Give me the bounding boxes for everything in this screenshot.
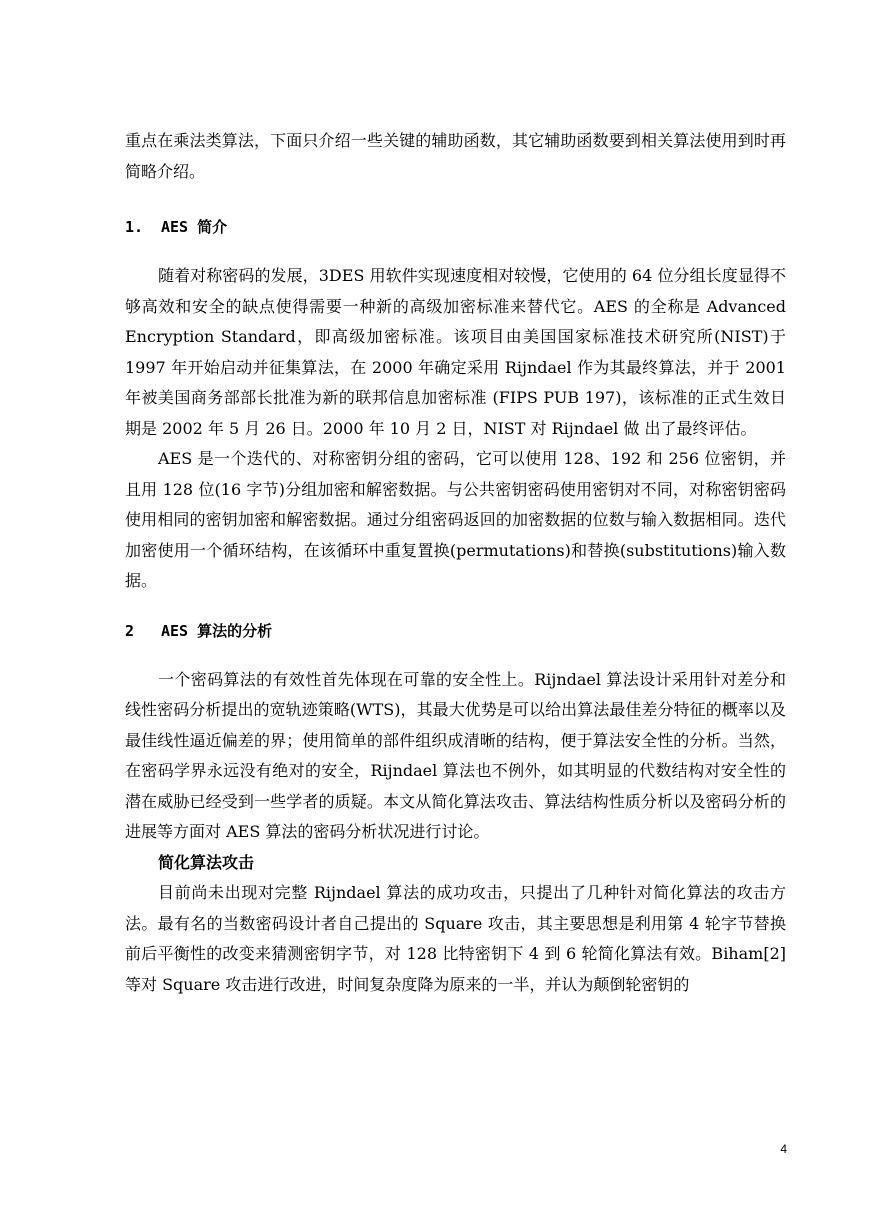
subsection-paragraph: 目前尚未出现对完整 Rijndael 算法的成功攻击，只提出了几种针对简化算法的攻击方法。最有名的当数密码设计者自己提出的 Square 攻击，其主要思想是利用第 4 轮字节替换前后平衡性的改变来猜测密钥字节，对 128 比特密钥下 4 到 6 轮简化算法有效。Biham[2]等对 Square 攻击进行改进，时间复杂度降为原来的一半，并认为颠倒轮密钥的: [125, 883, 786, 994]
section-1-number: 1.: [125, 218, 144, 236]
section-2-number: 2: [125, 621, 135, 640]
section-1-title: AES 简介: [161, 218, 228, 236]
page-number: 4: [780, 1142, 787, 1156]
intro-paragraph: 重点在乘法类算法，下面只介绍一些关键的辅助函数，其它辅助函数要到相关算法使用到时再简略介绍。: [125, 131, 786, 181]
section-2-heading: [125, 616, 786, 646]
section-1-paragraph-1: 随着对称密码的发展，3DES 用软件实现速度相对较慢，它使用的 64 位分组长度显得不够高效和安全的缺点使得需要一种新的高级加密标准来替代它。AES 的全称是 Advanced Encryption Standard，即高级加密标准。该项目由美国国家标准技术研究所(NIST)于 1997 年开始启动并征集算法，在 2000 年确定采用 Rijndael 作为其最终算法，并于 2001 年被美国商务部部长批准为新的联邦信息加密标准 (FIPS PUB 197)，该标准的正式生效日期是 2002 年 5 月 26 日。2000 年 10 月 2 日，NIST 对 Rijndael 做 出了最终评估。: [125, 266, 786, 438]
section-2-title: AES 算法的分析: [161, 621, 273, 640]
section-1-paragraph-2: AES 是一个迭代的、对称密钥分组的密码，它可以使用 128、192 和 256 位密钥，并且用 128 位(16 字节)分组加密和解密数据。与公共密钥密码使用密钥对不同，对称密钥密码使用相同的密钥加密和解密数据。通过分组密码返回的加密数据的位数与输入数据相同。迭代加密使用一个循环结构，在该循环中重复置换(permutations)和替换(substitutions)输入数据。: [125, 449, 786, 590]
section-2-paragraph-1: 一个密码算法的有效性首先体现在可靠的安全性上。Rijndael 算法设计采用针对差分和线性密码分析提出的宽轨迹策略(WTS)，其最大优势是可以给出算法最佳差分特征的概率以及最佳线性逼近偏差的界；使用简单的部件组织成清晰的结构，便于算法安全性的分析。当然，在密码学界永远没有绝对的安全，Rijndael 算法也不例外，如其明显的代数结构对安全性的潜在威胁已经受到一些学者的质疑。本文从简化算法攻击、算法结构性质分析以及密码分析的进展等方面对 AES 算法的密码分析状况进行讨论。: [125, 669, 786, 841]
section-1-heading: [125, 212, 786, 242]
page-content: [125, 126, 786, 1000]
subsection-heading: 简化算法攻击: [158, 852, 255, 872]
